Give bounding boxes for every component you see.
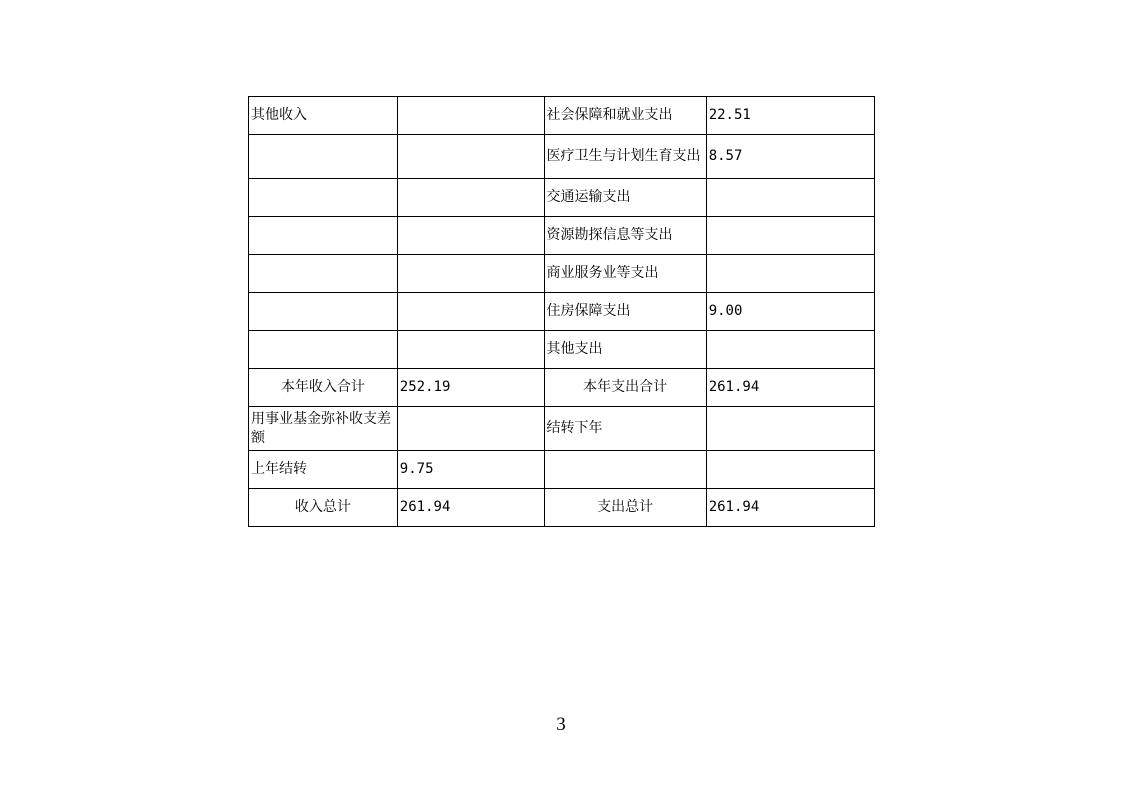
expense-item-cell: 住房保障支出: [544, 293, 706, 331]
expense-amount-cell: [706, 255, 874, 293]
expense-item-cell: 社会保障和就业支出: [544, 97, 706, 135]
expense-amount-cell: [706, 217, 874, 255]
table-row: [249, 179, 875, 217]
income-amount-cell: [397, 217, 544, 255]
table-row-subtotal: [249, 369, 875, 407]
budget-table: [248, 96, 875, 527]
expense-amount-cell: 22.51: [706, 97, 874, 135]
income-item-cell: 其他收入: [249, 97, 398, 135]
table-row: [249, 407, 875, 451]
income-amount-cell: [397, 255, 544, 293]
expense-item-cell: 资源勘探信息等支出: [544, 217, 706, 255]
expense-amount-cell: 8.57: [706, 135, 874, 179]
expense-item-cell: 结转下年: [544, 407, 706, 451]
income-item-cell: [249, 179, 398, 217]
income-amount-cell: [397, 293, 544, 331]
table-row: [249, 255, 875, 293]
expense-item-cell: 交通运输支出: [544, 179, 706, 217]
expense-amount-cell: 9.00: [706, 293, 874, 331]
income-item-cell: [249, 331, 398, 369]
income-item-cell: 用事业基金弥补收支差额: [249, 407, 398, 451]
expense-item-cell: 商业服务业等支出: [544, 255, 706, 293]
income-amount-cell: [397, 331, 544, 369]
income-amount-cell: 9.75: [397, 451, 544, 489]
table-row: [249, 135, 875, 179]
income-item-cell: [249, 135, 398, 179]
income-item-cell: [249, 293, 398, 331]
income-total-amount: 261.94: [397, 489, 544, 527]
table-row-total: [249, 489, 875, 527]
expense-total-label: 支出总计: [544, 489, 706, 527]
income-item-cell: [249, 217, 398, 255]
income-amount-cell: [397, 135, 544, 179]
expense-total-amount: 261.94: [706, 489, 874, 527]
page-number: 3: [556, 714, 566, 735]
income-amount-cell: [397, 407, 544, 451]
expense-amount-cell: [706, 179, 874, 217]
table-row: [249, 293, 875, 331]
income-item-cell: [249, 255, 398, 293]
expense-item-cell: [544, 451, 706, 489]
expense-item-cell: 其他支出: [544, 331, 706, 369]
expense-amount-cell: [706, 451, 874, 489]
expense-amount-cell: [706, 331, 874, 369]
income-amount-cell: [397, 97, 544, 135]
income-subtotal-label: 本年收入合计: [249, 369, 398, 407]
income-item-cell: 上年结转: [249, 451, 398, 489]
income-amount-cell: [397, 179, 544, 217]
table-row: [249, 97, 875, 135]
table-row: [249, 217, 875, 255]
expense-subtotal-amount: 261.94: [706, 369, 874, 407]
table-row: [249, 451, 875, 489]
expense-subtotal-label: 本年支出合计: [544, 369, 706, 407]
income-subtotal-amount: 252.19: [397, 369, 544, 407]
expense-item-cell: 医疗卫生与计划生育支出: [544, 135, 706, 179]
income-total-label: 收入总计: [249, 489, 398, 527]
expense-amount-cell: [706, 407, 874, 451]
table-row: [249, 331, 875, 369]
